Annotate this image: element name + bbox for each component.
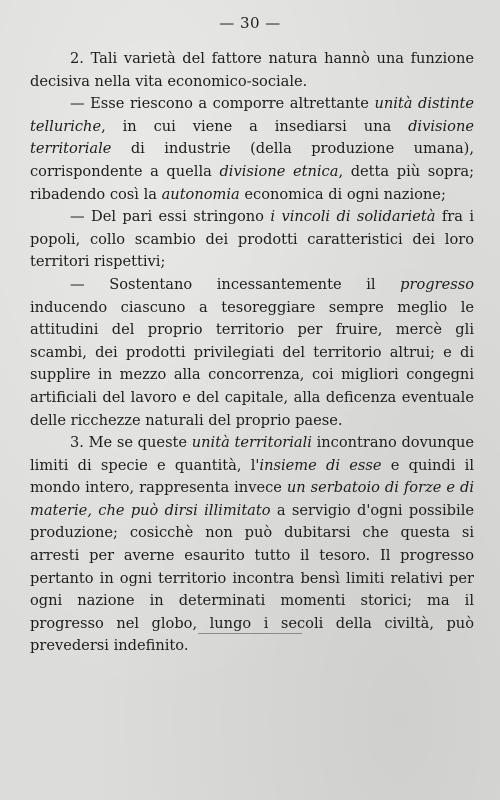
italic-run: progresso bbox=[400, 275, 474, 293]
text-run: incontrano dovunque limiti di specie e quantità, l' bbox=[30, 434, 474, 474]
paragraph-progress bbox=[30, 274, 474, 432]
paragraph-2 bbox=[30, 48, 474, 93]
body-text bbox=[30, 48, 474, 658]
text-run: 2. Tali varietà del fattore natura hannò una funzione decisiva nella vita economico-sociale. bbox=[30, 50, 474, 90]
text-run: e quindi il mondo intero, rappresenta invece bbox=[30, 456, 475, 497]
text-run: — Sostentano incessantemente il bbox=[70, 275, 401, 293]
text-run: — Del pari essi stringono bbox=[70, 208, 271, 226]
text-run: economica di ogni nazione; bbox=[239, 185, 446, 203]
text-run: a servigio d'ogni possibile produzione; cosicchè non può dubitarsi che questa si arresti per averne esaurito tutto il tesoro. Il progresso pertanto in ogni territorio incontra bensì limiti relativi per ogni nazione in determinati momenti storici; ma il progresso nel globo, lungo i secoli della civiltà, può prevedersi indefinito. bbox=[30, 501, 474, 655]
italic-run: unità territoriali bbox=[191, 434, 312, 452]
italic-run: insieme di esse bbox=[259, 456, 382, 474]
text-run: di industrie (della produzione umana), corrispondente a quella bbox=[30, 140, 474, 180]
paragraph-telluric-units bbox=[30, 93, 474, 206]
italic-run: i vincoli di solidarietà bbox=[270, 208, 436, 226]
text-run: , in cui viene a insediarsi una bbox=[101, 117, 409, 135]
italic-run: autonomia bbox=[161, 185, 240, 203]
italic-run: unità distinte telluriche bbox=[30, 95, 474, 135]
italic-run: un serbatoio di forze e di materie, che può dirsi illimitato bbox=[30, 479, 475, 519]
text-run: 3. Me se queste bbox=[70, 434, 192, 452]
text-run: — Esse riescono a comporre altrettante bbox=[70, 95, 375, 113]
italic-run: divisione territoriale bbox=[30, 117, 474, 158]
paragraph-solidarity bbox=[30, 206, 474, 274]
text-run: , detta più sopra; ribadendo così la bbox=[30, 162, 474, 203]
text-run: inducendo ciascuno a tesoreggiare sempre meglio le attitudini del proprio territorio per fruire, mercè gli scambi, dei prodotti privilegiati del territorio altrui; e di supplire in mezzo alla concorrenza, coi migliori congegni artificiali del lavoro e del capitale, alla deficenza eventuale delle ricchezze naturali del proprio paese. bbox=[30, 298, 474, 429]
page-number: — 30 — bbox=[219, 14, 281, 32]
italic-run: divisione etnica bbox=[219, 162, 339, 180]
text-run: fra i popoli, collo scambio dei prodotti caratteristici dei loro territori rispettivi; bbox=[30, 208, 475, 271]
paragraph-3 bbox=[30, 432, 474, 658]
footer-rule bbox=[198, 633, 302, 634]
